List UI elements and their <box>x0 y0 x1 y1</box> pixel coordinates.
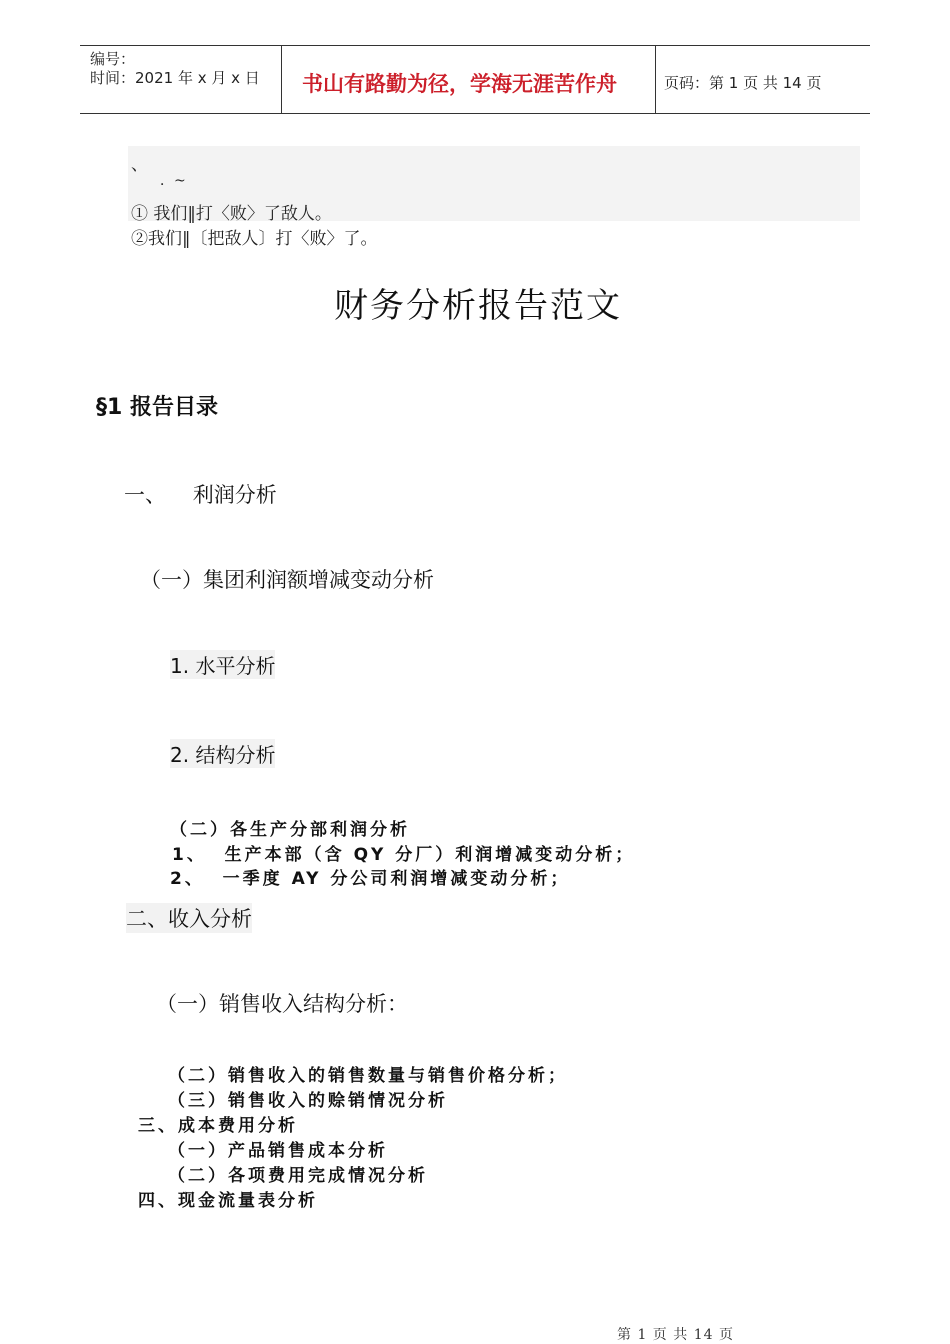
toc-cost: 三、成本费用分析 <box>138 1116 298 1136</box>
toc-cost-2: （二）各项费用完成情况分析 <box>168 1166 428 1186</box>
header-top-border <box>80 45 870 46</box>
header-motto: 书山有路勤为径，学海无涯苦作舟 <box>302 71 617 96</box>
toc-income-1: （一）销售收入结构分析： <box>156 992 408 1016</box>
toc-profit: 一、 利润分析 <box>124 483 277 507</box>
toc-dept-2: 2、 一季度 AY 分公司利润增减变动分析； <box>170 869 571 889</box>
toc-profit-group: （一）集团利润额增减变动分析 <box>140 568 434 592</box>
header-divider-left <box>281 45 282 114</box>
toc-cost-1: （一）产品销售成本分析 <box>168 1141 388 1161</box>
snippet-mark-1: 、 <box>131 155 148 175</box>
toc-income-2: （二）销售收入的销售数量与销售价格分析； <box>168 1066 568 1086</box>
toc-horizontal: 1. 水平分析 <box>170 650 275 679</box>
toc-cashflow: 四、现金流量表分析 <box>138 1191 318 1211</box>
snippet-line-1: ① 我们‖打〈败〉了敌人。 <box>131 204 332 224</box>
date-label: 时间：2021 年 x 月 x 日 <box>90 69 260 87</box>
toc-structure: 2. 结构分析 <box>170 739 275 768</box>
toc-income-3: （三）销售收入的赊销情况分析 <box>168 1091 448 1111</box>
header-bottom-border <box>80 113 870 114</box>
snippet-mark-2: ．~ <box>160 173 186 189</box>
header-divider-right <box>655 45 656 114</box>
snippet-line-2: ②我们‖〔把敌人〕打〈败〉了。 <box>131 229 378 249</box>
section-heading: §1 报告目录 <box>96 395 218 420</box>
toc-income: 二、收入分析 <box>126 903 252 933</box>
toc-dept-1: 1、 生产本部（含 QY 分厂）利润增减变动分析； <box>172 845 636 865</box>
page-footer: 第 1 页 共 14 页 <box>617 1327 734 1343</box>
serial-label: 编号： <box>90 50 136 68</box>
document-title: 财务分析报告范文 <box>334 286 622 326</box>
header-page-info: 页码：第 1 页 共 14 页 <box>664 74 822 92</box>
toc-profit-dept: （二）各生产分部利润分析 <box>170 820 410 840</box>
